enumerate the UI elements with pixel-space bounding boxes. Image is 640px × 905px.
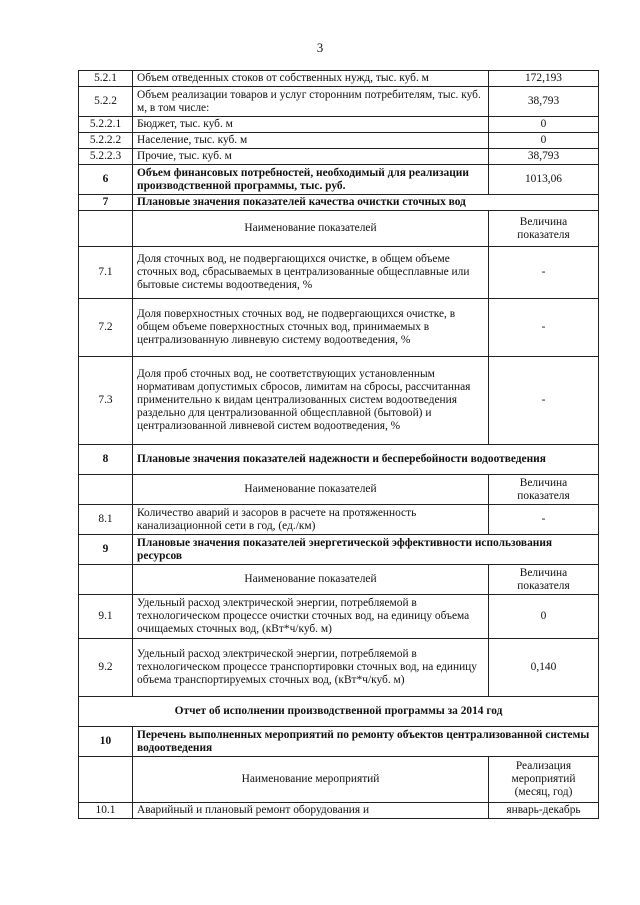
report-title-row: [79, 697, 599, 727]
row-value: 172,193: [489, 71, 599, 87]
section-title: Плановые значения показателей надежности и бесперебойности водоотведения: [133, 445, 599, 475]
section-title: Перечень выполненных мероприятий по ремонту объектов централизованной системы водоотведения: [133, 727, 599, 757]
table-row: [79, 247, 599, 299]
row-text: Количество аварий и засоров в расчете на протяженность канализационной сети в год, (ед./км): [133, 505, 489, 535]
table-row: [79, 71, 599, 87]
row-value: 1013,06: [489, 165, 599, 195]
header-name: Наименование показателей: [133, 475, 489, 505]
table-row: [79, 133, 599, 149]
column-header-row: [79, 757, 599, 803]
section-heading-row: [79, 195, 599, 211]
row-value: 38,793: [489, 87, 599, 117]
table-row: [79, 149, 599, 165]
row-value: 0,140: [489, 639, 599, 697]
table-row: [79, 505, 599, 535]
row-number: 5.2.2.3: [79, 149, 133, 165]
table-row: [79, 87, 599, 117]
row-text: Население, тыс. куб. м: [133, 133, 489, 149]
row-number: 8.1: [79, 505, 133, 535]
row-value: 0: [489, 133, 599, 149]
row-number: 5.2.1: [79, 71, 133, 87]
section-number: 9: [79, 535, 133, 565]
section-number: 8: [79, 445, 133, 475]
row-number: 7.2: [79, 299, 133, 357]
row-text: Удельный расход электрической энергии, потребляемой в технологическом процессе очистки сточных вод, на единицу объема очищаемых сточных вод, (кВт*ч/куб. м): [133, 595, 489, 639]
table-row: [79, 165, 599, 195]
table-row: [79, 357, 599, 445]
row-text: Удельный расход электрической энергии, потребляемой в технологическом процессе транспортировки сточных вод, на единицу объема транспортируемых сточных вод, (кВт*ч/куб. м): [133, 639, 489, 697]
row-value: -: [489, 299, 599, 357]
row-number: 7.3: [79, 357, 133, 445]
header-value: Величина показателя: [489, 565, 599, 595]
empty-cell: [79, 211, 133, 247]
section-title: Плановые значения показателей энергетической эффективности использования ресурсов: [133, 535, 599, 565]
section-title: Плановые значения показателей качества очистки сточных вод: [133, 195, 599, 211]
header-value: Реализация мероприятий (месяц, год): [489, 757, 599, 803]
section-number: 7: [79, 195, 133, 211]
header-name: Наименование мероприятий: [133, 757, 489, 803]
table-row: [79, 639, 599, 697]
section-heading-row: [79, 445, 599, 475]
row-number: 5.2.2.2: [79, 133, 133, 149]
row-value: -: [489, 247, 599, 299]
section-heading-row: [79, 727, 599, 757]
row-number: 9.1: [79, 595, 133, 639]
table-row: [79, 595, 599, 639]
row-value: 0: [489, 117, 599, 133]
header-value: Величина показателя: [489, 475, 599, 505]
report-title: Отчет об исполнении производственной программы за 2014 год: [79, 697, 599, 727]
row-text: Объем реализации товаров и услуг сторонним потребителям, тыс. куб. м, в том числе:: [133, 87, 489, 117]
row-value: январь-декабрь: [489, 803, 599, 819]
table-row: [79, 117, 599, 133]
section-heading-row: [79, 535, 599, 565]
header-name: Наименование показателей: [133, 211, 489, 247]
row-value: -: [489, 357, 599, 445]
row-text: Бюджет, тыс. куб. м: [133, 117, 489, 133]
page-number: 3: [316, 40, 324, 55]
empty-cell: [79, 475, 133, 505]
row-value: 38,793: [489, 149, 599, 165]
column-header-row: [79, 475, 599, 505]
row-number: 6: [79, 165, 133, 195]
column-header-row: [79, 211, 599, 247]
row-value: 0: [489, 595, 599, 639]
row-text: Объем отведенных стоков от собственных нужд, тыс. куб. м: [133, 71, 489, 87]
row-number: 5.2.2: [79, 87, 133, 117]
row-value: -: [489, 505, 599, 535]
row-number: 5.2.2.1: [79, 117, 133, 133]
empty-cell: [79, 565, 133, 595]
section-number: 10: [79, 727, 133, 757]
row-number: 9.2: [79, 639, 133, 697]
row-text: Объем финансовых потребностей, необходимый для реализации производственной программы, тыс. руб.: [133, 165, 489, 195]
header-name: Наименование показателей: [133, 565, 489, 595]
table-row: [79, 803, 599, 819]
row-text: Доля проб сточных вод, не соответствующих установленным нормативам допустимых сбросов, лимитам на сбросы, рассчитанная применительно к видам централизованных систем водоотведения раздельно для централизованной общесплавной (бытовой) и централизованной ливневой систем водоотведения, %: [133, 357, 489, 445]
row-text: Прочие, тыс. куб. м: [133, 149, 489, 165]
column-header-row: [79, 565, 599, 595]
row-text: Доля сточных вод, не подвергающихся очистке, в общем объеме сточных вод, сбрасываемых в централизованные общесплавные или бытовые системы водоотведения, %: [133, 247, 489, 299]
program-table: [78, 70, 599, 819]
row-number: 7.1: [79, 247, 133, 299]
table-row: [79, 299, 599, 357]
row-text: Аварийный и плановый ремонт оборудования и: [133, 803, 489, 819]
row-text: Доля поверхностных сточных вод, не подвергающихся очистке, в общем объеме поверхностных сточных вод, принимаемых в централизованную ливневую систему водоотведения, %: [133, 299, 489, 357]
header-value: Величина показателя: [489, 211, 599, 247]
empty-cell: [79, 757, 133, 803]
row-number: 10.1: [79, 803, 133, 819]
